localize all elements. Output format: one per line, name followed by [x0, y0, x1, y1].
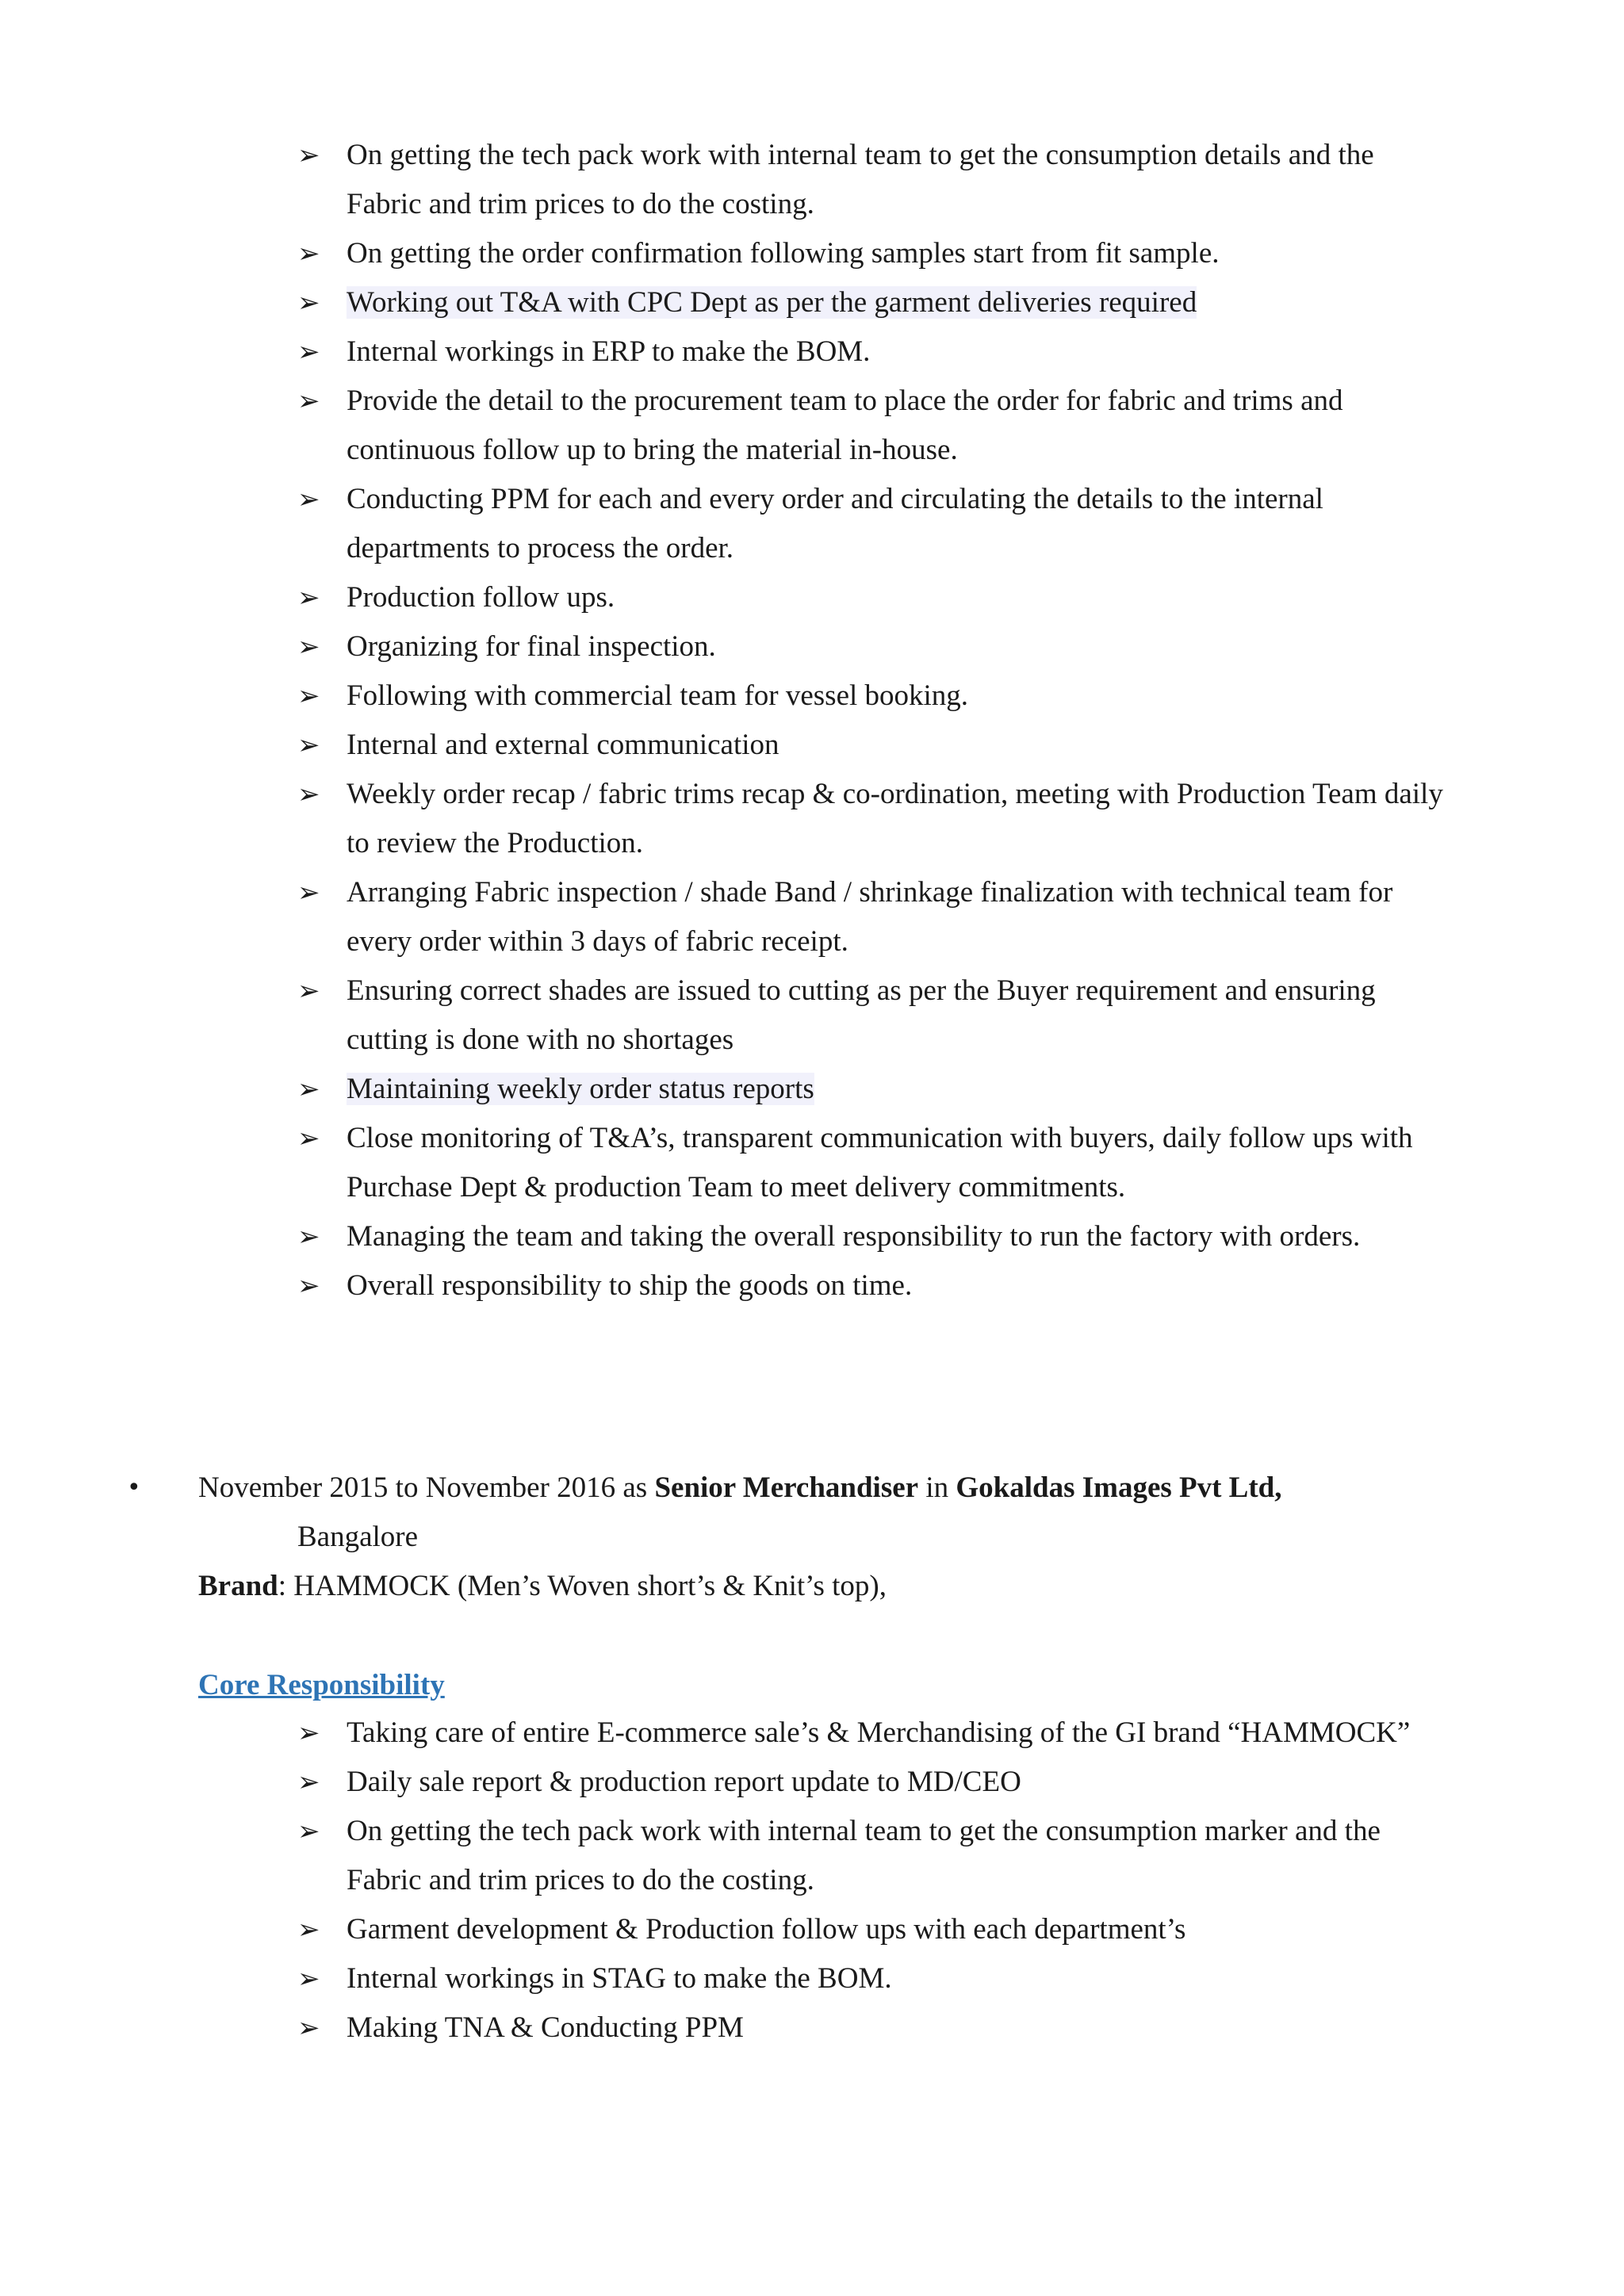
arrow-bullet-icon: ➢: [297, 631, 320, 663]
list-item: [297, 1065, 1447, 1114]
arrow-bullet-icon: ➢: [297, 1270, 320, 1302]
list-item-text: Internal workings in STAG to make the BOM.: [347, 1962, 892, 1995]
arrow-bullet-icon: ➢: [297, 238, 320, 270]
list-item: [297, 573, 1447, 622]
list-item: [297, 1709, 1447, 1758]
list-item-text: Managing the team and taking the overall responsibility to run the factory with orders.: [347, 1220, 1361, 1253]
list-item-text: Internal workings in ERP to make the BOM.: [347, 335, 871, 368]
list-item-text: Conducting PPM for each and every order and circulating the details to the internal departments to process the order.: [347, 483, 1323, 564]
list-item: [297, 229, 1447, 278]
list-item: [297, 327, 1447, 377]
list-item-text: Provide the detail to the procurement team to place the order for fabric and trims and continuous follow up to bring the material in-house.: [347, 385, 1343, 466]
arrow-bullet-icon: ➢: [297, 877, 320, 909]
list-item-text: Garment development & Production follow ups with each department’s: [347, 1913, 1186, 1946]
responsibility-list-2: [297, 1709, 1447, 2053]
list-item: [297, 672, 1447, 721]
arrow-bullet-icon: ➢: [297, 1816, 320, 1847]
list-item: [297, 278, 1447, 327]
list-item-text: Following with commercial team for vessel booking.: [347, 679, 969, 712]
list-item: [297, 1212, 1447, 1261]
list-item: [297, 1954, 1447, 2003]
list-item-text: Organizing for final inspection.: [347, 630, 716, 663]
responsibility-list-1: [297, 131, 1447, 1311]
core-responsibility-heading[interactable]: Core Responsibility: [198, 1669, 445, 1701]
list-item: [297, 1905, 1447, 1954]
list-item-text: Ensuring correct shades are issued to cutting as per the Buyer requirement and ensuring cutting is done with no shortages: [347, 974, 1376, 1056]
list-item: [297, 377, 1447, 475]
list-item-text: Close monitoring of T&A’s, transparent communication with buyers, daily follow ups with Purchase Dept & production Team to meet delivery commitments.: [347, 1122, 1413, 1203]
job-period: November 2015 to November 2016 as: [198, 1471, 655, 1504]
list-item: [297, 131, 1447, 229]
list-item-text: Internal and external communication: [347, 729, 779, 761]
list-item: [297, 1114, 1447, 1212]
arrow-bullet-icon: ➢: [297, 336, 320, 368]
arrow-bullet-icon: ➢: [297, 484, 320, 515]
dot-bullet-icon: •: [127, 1474, 141, 1502]
list-item-text: Making TNA & Conducting PPM: [347, 2011, 744, 2044]
list-item: [297, 2003, 1447, 2053]
job-entry: [119, 1464, 1515, 1562]
list-item-text: On getting the order confirmation following samples start from fit sample.: [347, 237, 1220, 270]
list-item-text: On getting the tech pack work with internal team to get the consumption details and the Fabric and trim prices to do the costing.: [347, 139, 1374, 220]
list-item-text: Overall responsibility to ship the goods on time.: [347, 1269, 913, 1302]
list-item-text: Taking care of entire E-commerce sale’s & Merchandising of the GI brand “HAMMOCK”: [347, 1716, 1411, 1749]
arrow-bullet-icon: ➢: [297, 1221, 320, 1253]
brand-line: [198, 1562, 887, 1611]
arrow-bullet-icon: ➢: [297, 975, 320, 1007]
arrow-bullet-icon: ➢: [297, 1073, 320, 1105]
list-item-text: Maintaining weekly order status reports: [347, 1073, 814, 1105]
arrow-bullet-icon: ➢: [297, 287, 320, 319]
arrow-bullet-icon: ➢: [297, 1123, 320, 1154]
job-line: [119, 1464, 1515, 1513]
job-connector: in: [918, 1471, 956, 1504]
arrow-bullet-icon: ➢: [297, 1914, 320, 1946]
list-item: [297, 1261, 1447, 1311]
list-item-text: Working out T&A with CPC Dept as per the garment deliveries required: [347, 286, 1197, 319]
job-company: Gokaldas Images Pvt Ltd,: [956, 1471, 1282, 1504]
arrow-bullet-icon: ➢: [297, 729, 320, 761]
arrow-bullet-icon: ➢: [297, 140, 320, 171]
list-item-text: On getting the tech pack work with internal team to get the consumption marker and the Fabric and trim prices to do the costing.: [347, 1815, 1381, 1896]
list-item: [297, 721, 1447, 770]
list-item: [297, 1807, 1447, 1905]
arrow-bullet-icon: ➢: [297, 680, 320, 712]
arrow-bullet-icon: ➢: [297, 385, 320, 417]
list-item: [297, 475, 1447, 573]
arrow-bullet-icon: ➢: [297, 2012, 320, 2044]
arrow-bullet-icon: ➢: [297, 1766, 320, 1798]
job-role: Senior Merchandiser: [654, 1471, 919, 1504]
list-item-text: Arranging Fabric inspection / shade Band / shrinkage finalization with technical team for every order within 3 days of fabric receipt.: [347, 876, 1393, 958]
list-item-text: Production follow ups.: [347, 581, 615, 614]
brand-label: Brand: [198, 1570, 278, 1602]
list-item-text: Daily sale report & production report update to MD/CEO: [347, 1766, 1021, 1798]
arrow-bullet-icon: ➢: [297, 582, 320, 614]
list-item: [297, 868, 1447, 966]
list-item: [297, 1758, 1447, 1807]
list-item: [297, 770, 1447, 868]
arrow-bullet-icon: ➢: [297, 779, 320, 810]
list-item: [297, 622, 1447, 672]
job-location: Bangalore: [297, 1521, 419, 1553]
arrow-bullet-icon: ➢: [297, 1717, 320, 1749]
brand-value: : HAMMOCK (Men’s Woven short’s & Knit’s top),: [278, 1570, 887, 1602]
list-item: [297, 966, 1447, 1065]
list-item-text: Weekly order recap / fabric trims recap & co-ordination, meeting with Production Team daily to review the Production.: [347, 778, 1443, 859]
arrow-bullet-icon: ➢: [297, 1963, 320, 1995]
